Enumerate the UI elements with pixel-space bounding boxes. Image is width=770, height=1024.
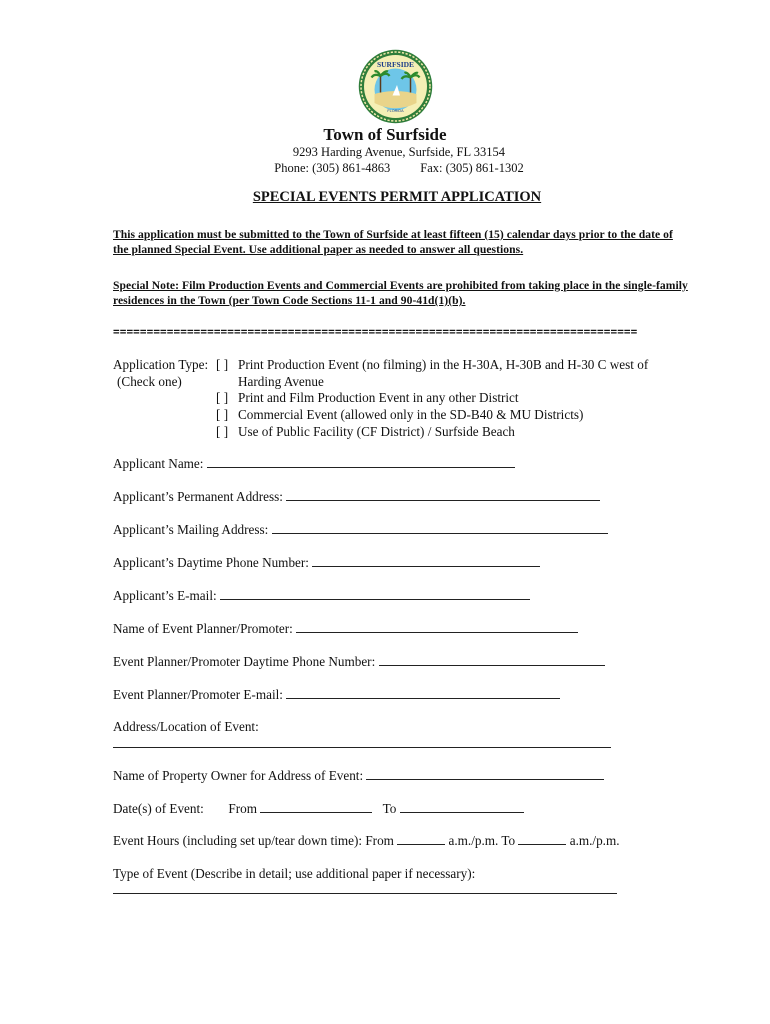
planner-name-field[interactable] bbox=[113, 621, 578, 637]
hours-ampm-to-label: a.m./p.m. To bbox=[448, 833, 516, 848]
permanent-address-input[interactable] bbox=[286, 489, 600, 501]
hours-to-input[interactable] bbox=[518, 833, 566, 845]
applicant-name-field[interactable] bbox=[113, 456, 515, 472]
event-location-input[interactable] bbox=[113, 746, 611, 748]
applicant-name-input[interactable] bbox=[207, 456, 515, 468]
planner-phone-field[interactable] bbox=[113, 654, 605, 670]
town-address: 9293 Harding Avenue, Surfside, FL 33154 bbox=[292, 145, 506, 159]
applicant-email-input[interactable] bbox=[220, 588, 530, 600]
property-owner-field[interactable] bbox=[113, 768, 604, 784]
hours-ampm-label: a.m./p.m. bbox=[569, 833, 620, 848]
dates-from-label: From bbox=[228, 801, 257, 816]
planner-email-input[interactable] bbox=[286, 687, 560, 699]
option-label: Commercial Event (allowed only in the SD-B40 & MU Districts) bbox=[238, 407, 584, 422]
town-name: Town of Surfside bbox=[323, 125, 447, 144]
option-public-facility[interactable] bbox=[216, 424, 515, 440]
dates-to-label: To bbox=[382, 801, 397, 816]
option-print-production[interactable] bbox=[216, 357, 648, 373]
option-print-film-production[interactable] bbox=[216, 390, 519, 406]
submission-notice: This application must be submitted to the Town of Surfside at least fifteen (15) calendar days prior to the date of the planned Special Event. Use additional paper as needed to answer all questions. bbox=[113, 228, 673, 256]
option-commercial-event[interactable] bbox=[216, 407, 583, 423]
field-label: Applicant’s Daytime Phone Number: bbox=[113, 555, 309, 570]
planner-phone-input[interactable] bbox=[379, 654, 605, 666]
form-title: SPECIAL EVENTS PERMIT APPLICATION bbox=[252, 189, 542, 205]
mailing-address-field[interactable] bbox=[113, 522, 608, 538]
event-hours-field[interactable] bbox=[113, 833, 620, 849]
option-print-production-cont bbox=[238, 374, 324, 390]
option-label: Print and Film Production Event in any other District bbox=[238, 390, 519, 405]
option-label: Harding Avenue bbox=[238, 374, 324, 389]
town-fax: Fax: (305) 861-1302 bbox=[420, 161, 524, 175]
applicant-email-field[interactable] bbox=[113, 588, 530, 604]
field-label: Name of Event Planner/Promoter: bbox=[113, 621, 293, 636]
field-label: Name of Property Owner for Address of Event: bbox=[113, 768, 364, 783]
checkbox-commercial[interactable]: [ ] bbox=[216, 407, 229, 422]
field-label: Applicant’s Mailing Address: bbox=[113, 522, 269, 537]
option-label: Print Production Event (no filming) in the H-30A, H-30B and H-30 C west of bbox=[238, 357, 649, 372]
town-seal-logo bbox=[358, 49, 433, 124]
planner-name-input[interactable] bbox=[296, 621, 578, 633]
application-type-label: Application Type: bbox=[113, 357, 209, 372]
daytime-phone-field[interactable] bbox=[113, 555, 540, 571]
svg-text:SURFSIDE: SURFSIDE bbox=[376, 60, 415, 69]
daytime-phone-input[interactable] bbox=[312, 555, 540, 567]
field-label: Applicant Name: bbox=[113, 456, 204, 471]
field-label: Date(s) of Event: bbox=[113, 801, 204, 816]
date-to-input[interactable] bbox=[400, 801, 524, 813]
field-label: Event Hours (including set up/tear down time): From bbox=[113, 833, 394, 848]
checkbox-print-film[interactable]: [ ] bbox=[216, 390, 229, 405]
section-divider: ============================================================================== bbox=[113, 325, 638, 338]
checkbox-print-production[interactable]: [ ] bbox=[216, 357, 229, 372]
event-dates-field[interactable] bbox=[113, 801, 524, 817]
planner-email-field[interactable] bbox=[113, 687, 560, 703]
town-phone: Phone: (305) 861-4863 bbox=[274, 161, 391, 175]
field-label: Event Planner/Promoter Daytime Phone Number: bbox=[113, 654, 376, 669]
event-type-field bbox=[113, 866, 475, 882]
event-type-input[interactable] bbox=[113, 892, 617, 894]
field-label: Applicant’s E-mail: bbox=[113, 588, 217, 603]
town-contact bbox=[14, 161, 770, 176]
property-owner-input[interactable] bbox=[366, 768, 604, 780]
application-type-sublabel: (Check one) bbox=[117, 373, 182, 389]
date-from-input[interactable] bbox=[260, 801, 372, 813]
checkbox-public-facility[interactable]: [ ] bbox=[216, 424, 229, 439]
hours-from-input[interactable] bbox=[397, 833, 445, 845]
event-location-field bbox=[113, 719, 259, 735]
mailing-address-input[interactable] bbox=[272, 522, 608, 534]
option-label: Use of Public Facility (CF District) / Surfside Beach bbox=[238, 424, 515, 439]
field-label: Type of Event (Describe in detail; use additional paper if necessary): bbox=[113, 866, 476, 881]
special-note: Special Note: Film Production Events and Commercial Events are prohibited from taking place in the single-family residences in the Town (per Town Code Sections 11-1 and 90-41d(1)(b). bbox=[113, 279, 688, 307]
svg-text:FLORIDA: FLORIDA bbox=[387, 109, 404, 113]
field-label: Applicant’s Permanent Address: bbox=[113, 489, 283, 504]
permanent-address-field[interactable] bbox=[113, 489, 600, 505]
field-label: Address/Location of Event: bbox=[113, 719, 259, 734]
field-label: Event Planner/Promoter E-mail: bbox=[113, 687, 283, 702]
